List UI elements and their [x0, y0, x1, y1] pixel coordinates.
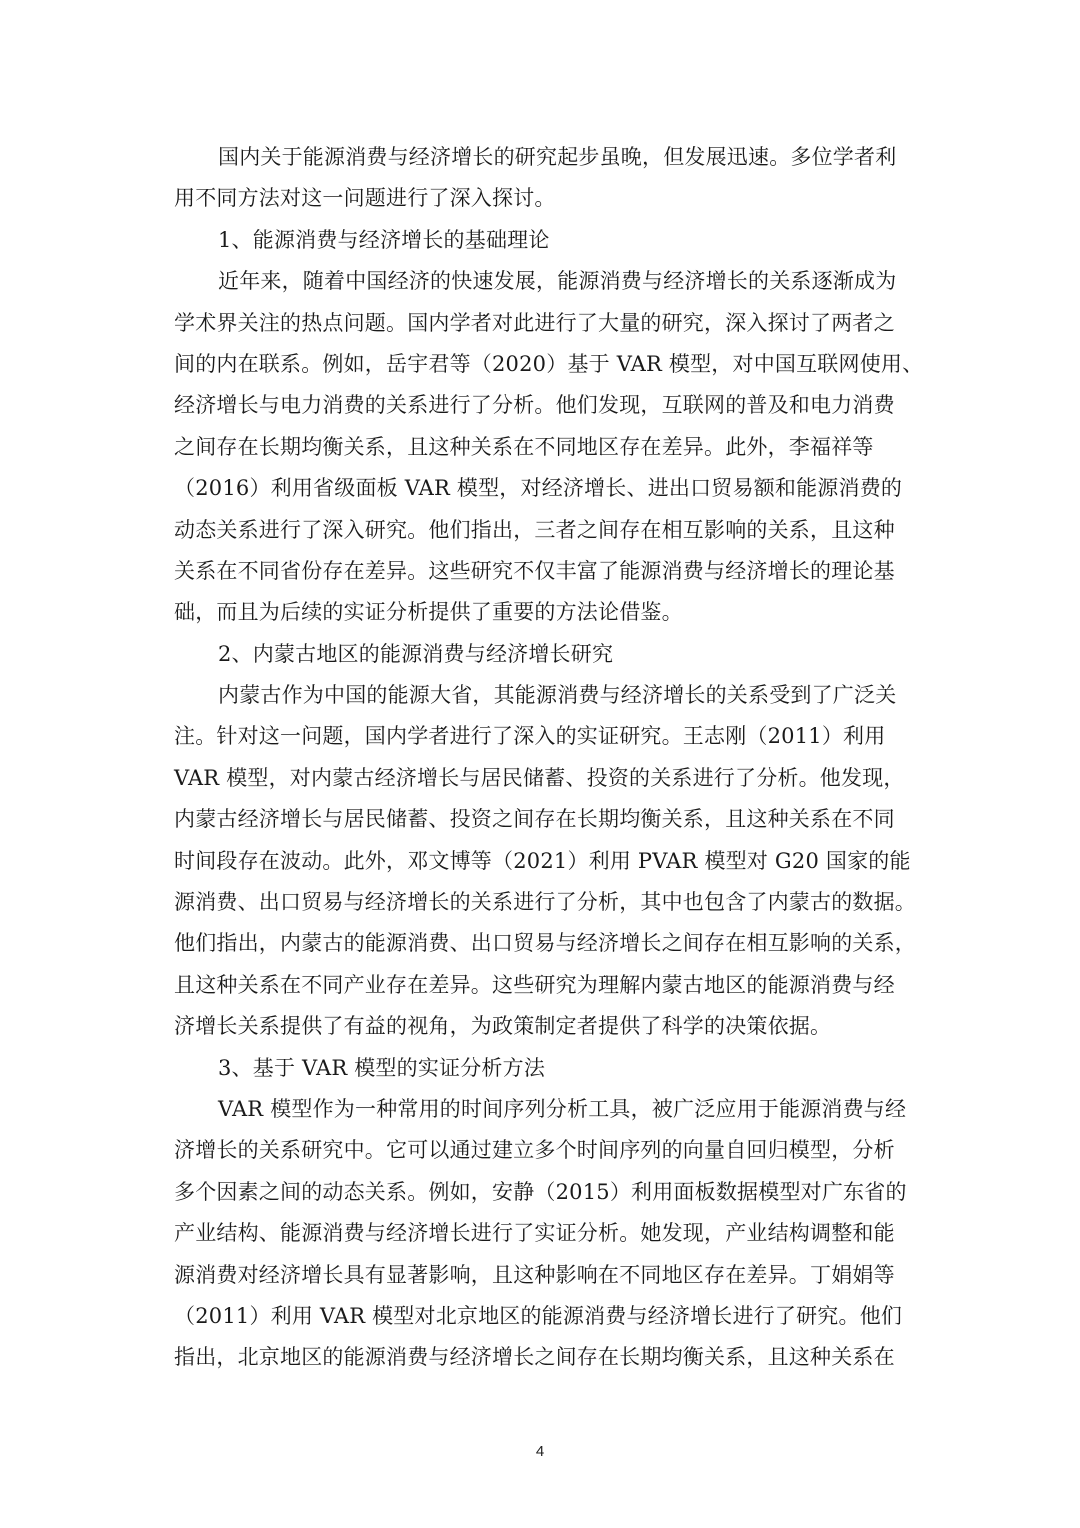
text-line: 之间存在长期均衡关系，且这种关系在不同地区存在差异。此外，李福祥等	[174, 434, 874, 459]
text-line: 济增长的关系研究中。它可以通过建立多个时间序列的向量自回归模型，分析	[174, 1138, 895, 1163]
text-line: 源消费、出口贸易与经济增长的关系进行了分析，其中也包含了内蒙古的数据。	[174, 890, 916, 915]
text-line: 注。针对这一问题，国内学者进行了深入的实证研究。王志刚（2011）利用	[174, 724, 886, 749]
text-line: 经济增长与电力消费的关系进行了分析。他们发现，互联网的普及和电力消费	[174, 393, 895, 418]
body-text	[174, 137, 924, 1379]
text-line: （2016）利用省级面板 VAR 模型，对经济增长、进出口贸易额和能源消费的	[174, 476, 903, 501]
text-line: 国内关于能源消费与经济增长的研究起步虽晚，但发展迅速。多位学者利	[218, 145, 897, 169]
text-line: 时间段存在波动。此外，邓文博等（2021）利用 PVAR 模型对 G20 国家的能	[174, 848, 911, 873]
text-line: 且这种关系在不同产业存在差异。这些研究为理解内蒙古地区的能源消费与经	[174, 972, 895, 997]
text-line: 间的内在联系。例如，岳宇君等（2020）基于 VAR 模型，对中国互联网使用、	[174, 351, 924, 376]
text-line: 济增长关系提供了有益的视角，为政策制定者提供了科学的决策依据。	[174, 1014, 832, 1039]
text-line: 学术界关注的热点问题。国内学者对此进行了大量的研究，深入探讨了两者之	[174, 310, 895, 335]
text-line: 产业结构、能源消费与经济增长进行了实证分析。她发现，产业结构调整和能	[174, 1221, 895, 1246]
text-line: 动态关系进行了深入研究。他们指出，三者之间存在相互影响的关系，且这种	[174, 517, 895, 542]
text-line: 近年来，随着中国经济的快速发展，能源消费与经济增长的关系逐渐成为	[218, 269, 897, 294]
text-line: VAR 模型，对内蒙古经济增长与居民储蓄、投资的关系进行了分析。他发现，	[174, 765, 905, 790]
text-line: 关系在不同省份存在差异。这些研究不仅丰富了能源消费与经济增长的理论基	[174, 558, 895, 583]
text-line: （2011）利用 VAR 模型对北京地区的能源消费与经济增长进行了研究。他们	[174, 1303, 903, 1328]
section-heading: 2、内蒙古地区的能源消费与经济增长研究	[218, 641, 614, 666]
text-line: 内蒙古经济增长与居民储蓄、投资之间存在长期均衡关系，且这种关系在不同	[174, 807, 895, 832]
text-line: 指出，北京地区的能源消费与经济增长之间存在长期均衡关系，且这种关系在	[174, 1345, 895, 1370]
text-line: VAR 模型作为一种常用的时间序列分析工具，被广泛应用于能源消费与经	[218, 1096, 907, 1121]
text-line: 础，而且为后续的实证分析提供了重要的方法论借鉴。	[174, 600, 683, 625]
section-heading: 1、能源消费与经济增长的基础理论	[218, 227, 550, 252]
text-line: 他们指出，内蒙古的能源消费、出口贸易与经济增长之间存在相互影响的关系，	[174, 931, 916, 956]
page-number: 4	[535, 1443, 545, 1460]
text-line: 多个因素之间的动态关系。例如，安静（2015）利用面板数据模型对广东省的	[174, 1179, 907, 1204]
section-heading: 3、基于 VAR 模型的实证分析方法	[218, 1055, 546, 1080]
text-line: 源消费对经济增长具有显著影响，且这种影响在不同地区存在差异。丁娟娟等	[174, 1262, 895, 1287]
text-line: 用不同方法对这一问题进行了深入探讨。	[174, 186, 556, 211]
text-line: 内蒙古作为中国的能源大省，其能源消费与经济增长的关系受到了广泛关	[218, 683, 897, 708]
